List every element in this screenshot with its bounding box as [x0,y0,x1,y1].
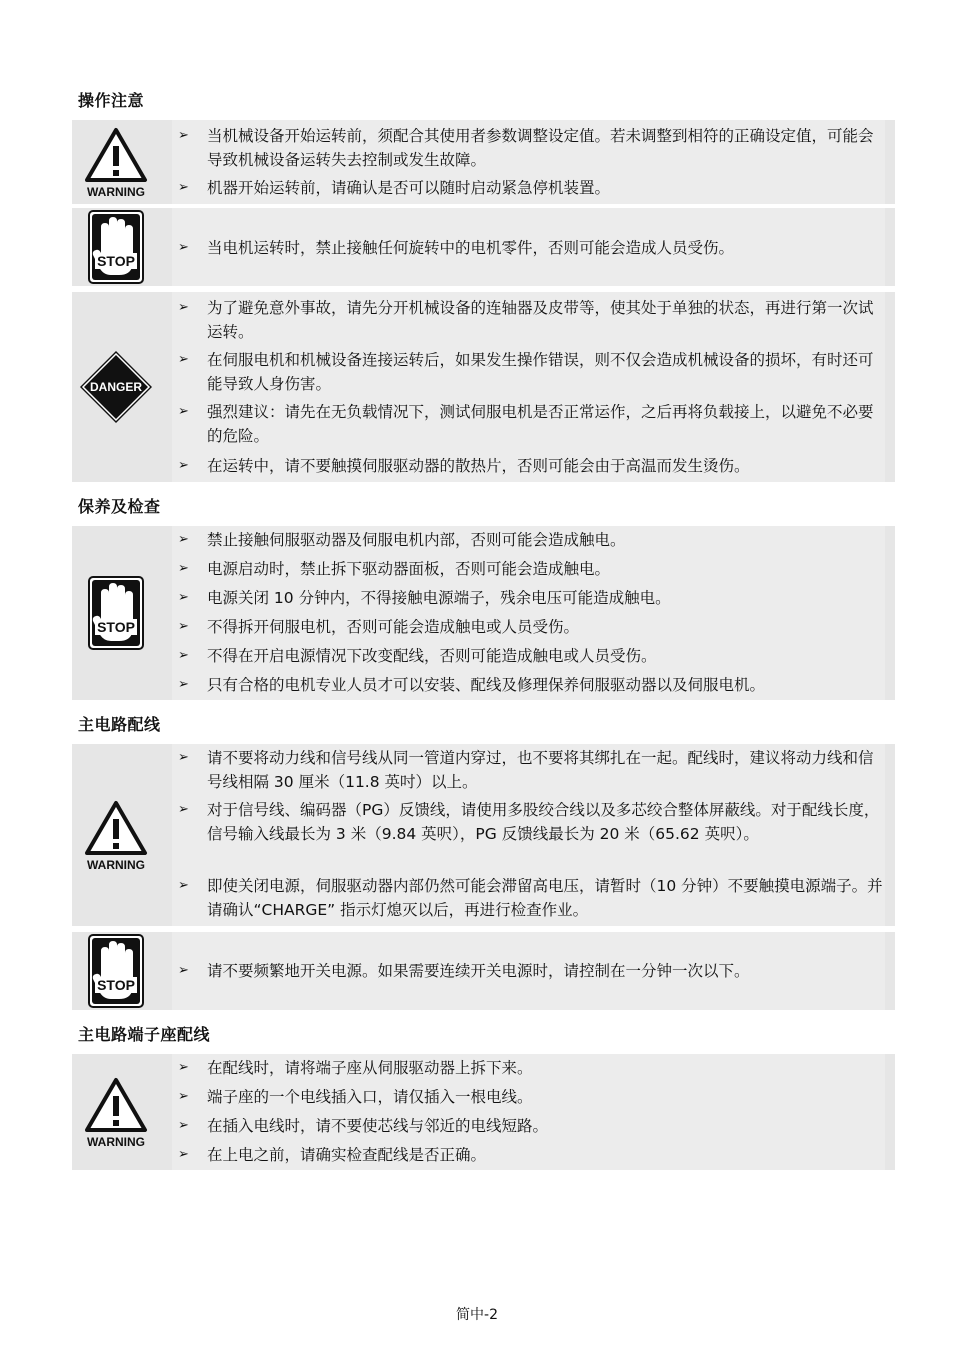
warning-list-3 [172,1054,885,1170]
danger-icon [72,292,160,482]
list-item: ➢ 电源关闭 10 分钟内，不得接触电源端子，残余电压可能造成触电。 [178,589,671,607]
stop-list-2 [172,526,885,700]
stop-box-2 [72,526,895,700]
svg-text:WARNING: WARNING [87,858,145,871]
warning-icon [72,1054,160,1170]
svg-text:STOP: STOP [97,619,135,635]
danger-box [72,292,895,482]
section-heading-terminal-block-wiring: 主电路端子座配线 [78,1025,211,1044]
warning-list-1 [172,120,885,204]
list-item: ➢ 端子座的一个电线插入口，请仅插入一根电线。 [178,1088,533,1106]
list-item: ➢ 机器开始运转前，请确认是否可以随时启动紧急停机装置。 [178,179,611,197]
stop-hand-icon [72,932,160,1010]
list-item: ➢ 在上电之前，请确实检查配线是否正确。 [178,1146,487,1164]
svg-text:STOP: STOP [97,253,135,269]
list-item: ➢ 请不要频繁地开关电源。如果需要连续开关电源时，请控制在一分钟一次以下。 [178,962,750,980]
svg-text:STOP: STOP [97,977,135,993]
stop-box-3 [72,932,895,1010]
list-item: ➢ 为了避免意外事故，请先分开机械设备的连轴器及皮带等，使其处于单独的状态，再进行第一次试运转。 [178,299,874,341]
warning-list-2 [172,744,885,926]
section-heading-main-circuit-wiring: 主电路配线 [78,715,161,734]
list-item: ➢ 不得在开启电源情况下改变配线，否则可能造成触电或人员受伤。 [178,647,657,665]
list-item: ➢ 在插入电线时，请不要使芯线与邻近的电线短路。 [178,1117,549,1135]
stop-list-1 [172,208,885,286]
list-item: ➢ 当电机运转时，禁止接触任何旋转中的电机零件，否则可能会造成人员受伤。 [178,239,735,257]
list-item: ➢ 当机械设备开始运转前，须配合其使用者参数调整设定值。若未调整到相符的正确设定值，可能会导致机械设备运转失去控制或发生故障。 [178,127,874,169]
list-item: ➢ 在运转中，请不要触摸伺服驱动器的散热片，否则可能会由于高温而发生烫伤。 [178,457,750,475]
list-item: ➢ 即使关闭电源，伺服驱动器内部仍然可能会滞留高电压，请暂时（10 分钟）不要触摸电源端子。并请确认“CHARGE” 指示灯熄灭以后，再进行检查作业。 [178,877,883,919]
section-heading-operation: 操作注意 [78,91,145,110]
warning-icon [72,120,160,204]
list-item: ➢ 在伺服电机和机械设备连接运转后，如果发生操作错误，则不仅会造成机械设备的损坏，有时还可能导致人身伤害。 [178,351,874,393]
svg-text:WARNING: WARNING [87,1135,145,1148]
stop-hand-icon [72,526,160,700]
list-item: ➢ 强烈建议：请先在无负载情况下，测试伺服电机是否正常运作，之后再将负载接上，以避免不必要的危险。 [178,403,874,445]
svg-text:DANGER: DANGER [89,380,143,394]
warning-box-1 [72,120,895,204]
list-item: ➢ 在配线时，请将端子座从伺服驱动器上拆下来。 [178,1059,533,1077]
stop-list-3 [172,932,885,1010]
list-item: ➢ 对于信号线、编码器（PG）反馈线，请使用多股绞合线以及多芯绞合整体屏蔽线。对于配线长度，信号输入线最长为 3 米（9.84 英呎），PG 反馈线最长为 20 米（65.62 英呎）。 [178,801,880,843]
warning-box-2 [72,744,895,926]
stop-hand-icon [72,208,160,286]
stop-box-1 [72,208,895,286]
svg-text:WARNING: WARNING [87,185,145,198]
list-item: ➢ 禁止接触伺服驱动器及伺服电机内部，否则可能会造成触电。 [178,531,626,549]
list-item: ➢ 请不要将动力线和信号线从同一管道内穿过，也不要将其绑扎在一起。配线时，建议将动力线和信号线相隔 30 厘米（11.8 英吋）以上。 [178,749,874,791]
warning-box-3 [72,1054,895,1170]
list-item: ➢ 电源启动时，禁止拆下驱动器面板，否则可能会造成触电。 [178,560,611,578]
warning-icon [72,744,160,926]
section-heading-maintenance: 保养及检查 [78,497,161,516]
danger-list [172,292,885,482]
page-number: 简中-2 [456,1307,498,1323]
list-item: ➢ 不得拆开伺服电机，否则可能会造成触电或人员受伤。 [178,618,580,636]
list-item: ➢ 只有合格的电机专业人员才可以安装、配线及修理保养伺服驱动器以及伺服电机。 [178,676,766,694]
